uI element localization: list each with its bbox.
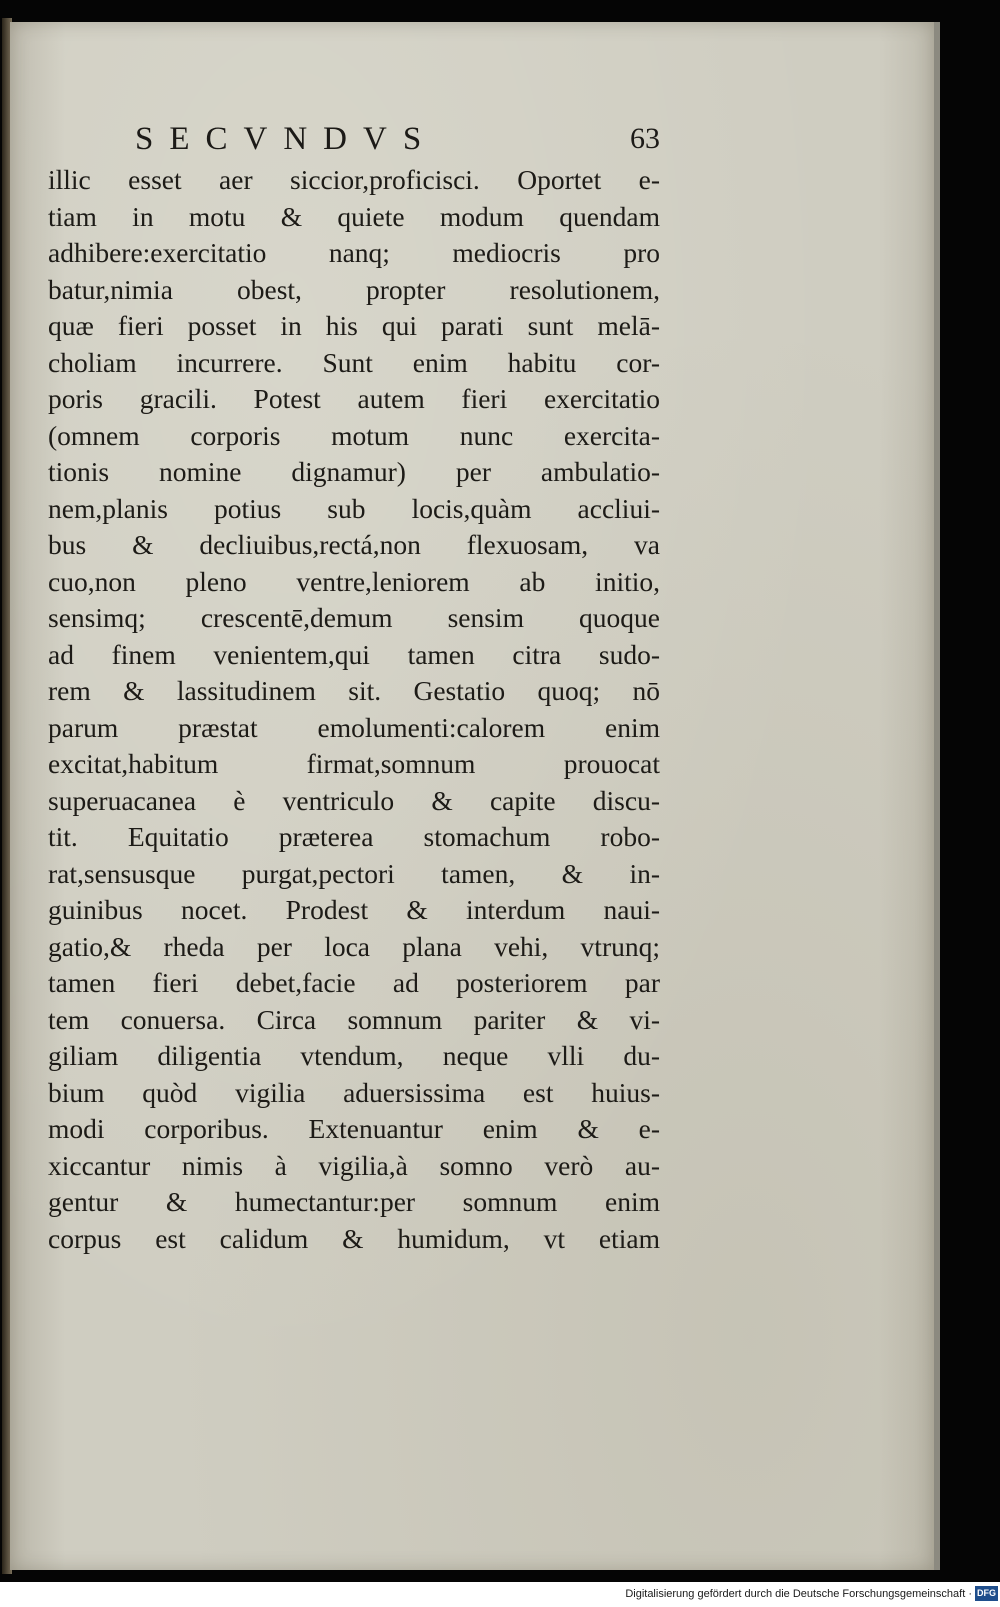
text-line: nem,planis potius sub locis,quàm accliui- — [48, 492, 660, 524]
text-line: corpus est calidum & humidum, vt etiam — [48, 1222, 660, 1254]
funding-credit: Digitalisierung gefördert durch die Deutsche Forschungsgemeinschaft · — [625, 1588, 972, 1600]
text-line: tamen fieri debet,facie ad posteriorem par — [48, 967, 660, 998]
text-line: parum præstat emolumenti:calorem enim — [48, 711, 660, 743]
running-head-title: SECVNDVS — [135, 121, 438, 157]
text-line: modi corporibus. Extenuantur enim & e- — [48, 1113, 660, 1144]
text-line: giliam diligentia vtendum, neque vlli du- — [48, 1040, 660, 1071]
text-line: sensimq; crescentē,demum sensim quoque — [48, 602, 660, 633]
dfg-logo-icon: DFG — [975, 1586, 998, 1601]
text-line: poris gracili. Potest autem fieri exercitatio — [48, 383, 660, 414]
text-line: xiccantur nimis à vigilia,à somno verò au- — [48, 1149, 660, 1181]
text-line: batur,nimia obest, propter resolutionem, — [48, 273, 660, 305]
body-text — [48, 162, 660, 1257]
text-line: tit. Equitatio præterea stomachum robo- — [48, 821, 660, 852]
text-line: quæ fieri posset in his qui parati sunt melā- — [48, 310, 660, 341]
page-number: 63 — [630, 122, 660, 155]
text-line: bium quòd vigilia aduersissima est huius- — [48, 1076, 660, 1108]
text-line: excitat,habitum firmat,somnum prouocat — [48, 748, 660, 779]
book-page — [10, 22, 934, 1570]
text-line: cuo,non pleno ventre,leniorem ab initio, — [48, 565, 660, 597]
text-line: tiam in motu & quiete modum quendam — [48, 200, 660, 232]
page-right-edge — [934, 22, 940, 1570]
text-line: illic esset aer siccior,proficisci. Oportet e- — [48, 164, 660, 195]
text-line: tionis nomine dignamur) per ambulatio- — [48, 456, 660, 487]
text-line: ad finem venientem,qui tamen citra sudo- — [48, 638, 660, 670]
text-line: rem & lassitudinem sit. Gestatio quoq; nō — [48, 675, 660, 706]
text-line: gentur & humectantur:per somnum enim — [48, 1186, 660, 1217]
text-line: tem conuersa. Circa somnum pariter & vi- — [48, 1003, 660, 1035]
text-line: gatio,& rheda per loca plana vehi, vtrunq; — [48, 930, 660, 962]
text-line: guinibus nocet. Prodest & interdum naui- — [48, 894, 660, 925]
text-line: bus & decliuibus,rectá,non flexuosam, va — [48, 529, 660, 560]
running-head — [135, 118, 660, 160]
text-line: (omnem corporis motum nunc exercita- — [48, 419, 660, 451]
text-line: rat,sensusque purgat,pectori tamen, & in- — [48, 857, 660, 889]
text-line: choliam incurrere. Sunt enim habitu cor- — [48, 346, 660, 378]
text-line: adhibere:exercitatio nanq; mediocris pro — [48, 237, 660, 268]
text-line: superuacanea è ventriculo & capite discu- — [48, 784, 660, 816]
digitization-footer — [0, 1582, 1000, 1607]
